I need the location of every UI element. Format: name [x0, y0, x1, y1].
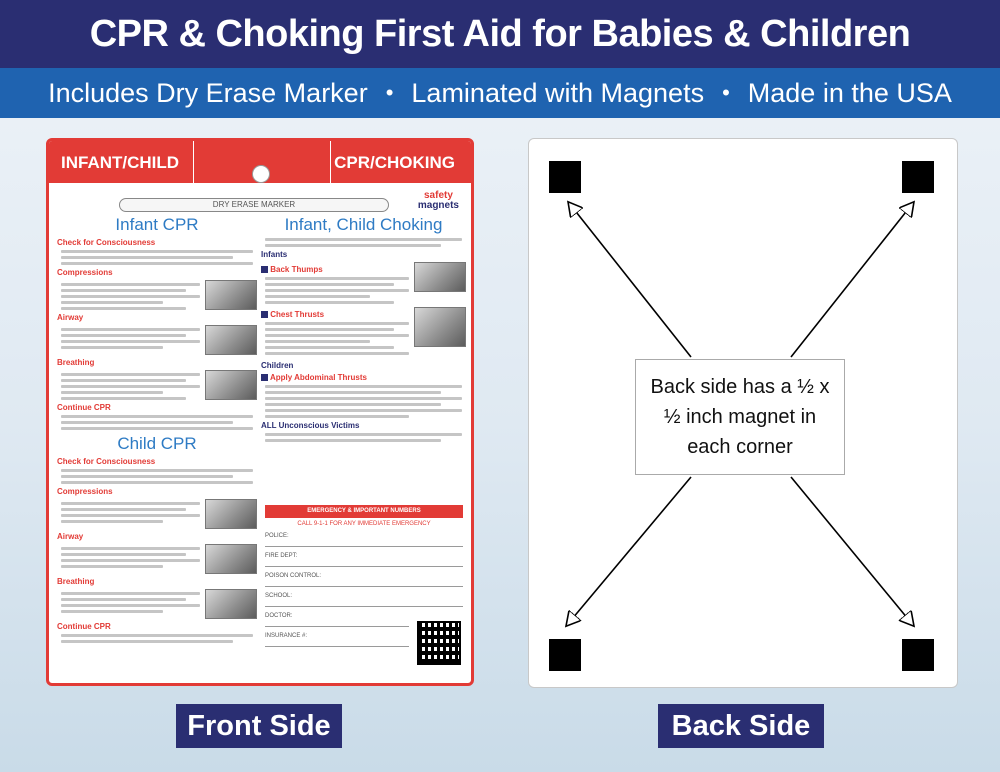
magnet-top-right	[902, 161, 934, 193]
feature-usa: Made in the USA	[747, 77, 952, 108]
phone-field-poison[interactable]: POISON CONTROL:	[265, 573, 463, 587]
instruction-photo	[205, 499, 257, 529]
instruction-row	[261, 262, 466, 304]
back-side-label: Back Side	[658, 704, 824, 748]
instruction-photo	[414, 307, 466, 347]
header-infant-child: INFANT/CHILD	[61, 153, 180, 172]
emergency-title: EMERGENCY & IMPORTANT NUMBERS	[307, 508, 421, 514]
infant-choking-title: Infant, Child Choking	[284, 215, 443, 234]
magnet-bottom-right	[902, 639, 934, 671]
arrow-bottom-left	[567, 477, 691, 625]
instruction-photo	[414, 262, 466, 292]
brand-top: safety	[423, 190, 453, 201]
step-heading: Apply Abdominal Thrusts	[269, 373, 367, 382]
infant-cpr-column	[57, 215, 257, 643]
step-heading: Infants	[261, 250, 288, 259]
step-heading: Breathing	[57, 577, 95, 586]
instruction-row	[57, 589, 257, 619]
phone-field-doctor[interactable]: DOCTOR:	[265, 613, 409, 627]
phone-field-school[interactable]: SCHOOL:	[265, 593, 463, 607]
feature-marker: Includes Dry Erase Marker	[48, 77, 368, 108]
separator-dot: •	[722, 80, 730, 105]
feature-banner	[0, 68, 1000, 118]
magnet-note: Back side has a ½ x ½ inch magnet in each corner	[635, 359, 845, 475]
instruction-photo	[205, 325, 257, 355]
hanging-hole	[252, 165, 270, 183]
step-heading: Airway	[57, 532, 84, 541]
instruction-photo	[205, 370, 257, 400]
front-side-label: Front Side	[176, 704, 342, 748]
phone-field-fire[interactable]: FIRE DEPT:	[265, 553, 463, 567]
step-heading: Chest Thrusts	[270, 310, 325, 319]
instruction-row	[57, 280, 257, 310]
child-cpr-title: Child CPR	[117, 434, 197, 453]
step-heading: Back Thumps	[270, 265, 323, 274]
front-side-card	[46, 138, 474, 686]
step-heading: Check for Consciousness	[57, 238, 156, 247]
separator-dot: •	[385, 80, 394, 105]
phone-field-insurance[interactable]: INSURANCE #:	[265, 633, 409, 647]
step-heading: Check for Consciousness	[57, 457, 156, 466]
qr-code-icon	[417, 621, 461, 665]
arrow-top-left	[569, 203, 691, 357]
step-heading: Compressions	[57, 268, 113, 277]
magnet-top-left	[549, 161, 581, 193]
instruction-row	[57, 544, 257, 574]
arrow-bottom-right	[791, 477, 913, 625]
instruction-row	[57, 325, 257, 355]
header-cpr-choking: CPR/CHOKING	[334, 153, 455, 172]
instruction-row	[57, 499, 257, 529]
phone-field-police[interactable]: POLICE:	[265, 533, 463, 547]
step-heading: Continue CPR	[57, 622, 111, 631]
arrow-top-right	[791, 203, 913, 357]
step-heading: Compressions	[57, 487, 113, 496]
step-heading: Children	[261, 361, 294, 370]
instruction-row	[261, 307, 466, 355]
emergency-call: CALL 9-1-1 FOR ANY IMMEDIATE EMERGENCY	[297, 521, 431, 527]
instruction-row	[57, 370, 257, 400]
step-heading: Breathing	[57, 358, 95, 367]
step-heading: Continue CPR	[57, 403, 111, 412]
emergency-banner	[265, 505, 463, 518]
brand-logo	[418, 191, 459, 211]
back-side-card	[528, 138, 958, 688]
infant-cpr-title: Infant CPR	[115, 215, 199, 234]
brand-bottom: magnets	[417, 200, 459, 211]
instruction-photo	[205, 280, 257, 310]
choking-column	[261, 215, 466, 442]
instruction-photo	[205, 544, 257, 574]
title-banner	[0, 0, 1000, 68]
feature-laminated: Laminated with Magnets	[411, 77, 705, 108]
dry-erase-marker: DRY ERASE MARKER	[119, 198, 389, 212]
instruction-photo	[205, 589, 257, 619]
step-heading: ALL Unconscious Victims	[261, 421, 360, 430]
magnet-bottom-left	[549, 639, 581, 671]
step-heading: Airway	[57, 313, 84, 322]
page-title: CPR & Choking First Aid for Babies & Children	[89, 12, 911, 55]
